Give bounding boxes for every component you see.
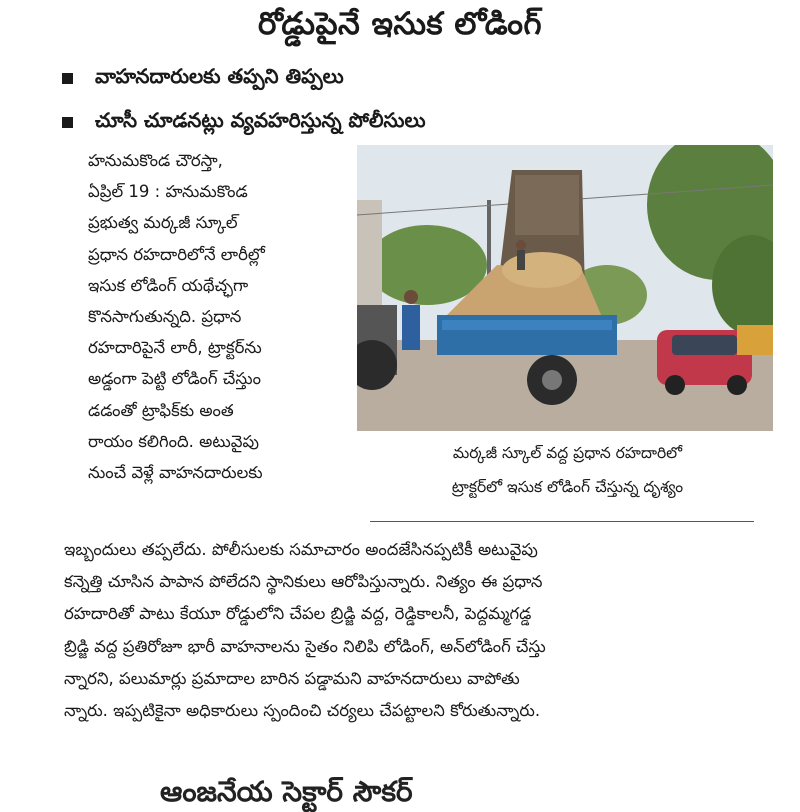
bullet-square-icon: [62, 117, 73, 128]
caption-line: మర్కజీ స్కూల్ వద్ద ప్రధాన రహదారిలో: [452, 444, 683, 462]
text-line: ఇబ్బందులు తప్పలేదు. పోలీసులకు సమాచారం అందజేసినప్పటికీ అటువైపు: [64, 540, 538, 559]
text-line: రహదారిపైనే లారీ, ట్రాక్టర్‌ను: [88, 338, 262, 358]
bullet-item: [62, 56, 782, 100]
text-line: కొనసాగుతున్నది. ప్రధాన: [88, 307, 242, 327]
bullet-item: [62, 100, 782, 144]
headline: రోడ్డుపైనే ఇసుక లోడింగ్: [257, 6, 543, 42]
text-line: ఇసుక లోడింగ్ యథేచ్ఛగా: [88, 275, 249, 295]
text-line: న్నారని, పలుమార్లు ప్రమాదాల బారిన పడ్డామని వాహనదారులు వాపోతు: [64, 668, 520, 688]
text-line: అడ్డంగా పెట్టి లోడింగ్ చేస్తుం: [88, 369, 261, 389]
text-line: న్నారు. ఇప్పటికైనా అధికారులు స్పందించి చర్యలు చేపట్టాలని కోరుతున్నారు.: [64, 701, 541, 721]
news-photo: [357, 145, 773, 431]
text-line: రహదారితో పాటు కేయూ రోడ్డులోని చేపల బ్రిడ్జి వద్ద, రెడ్డికాలనీ, పెద్దమ్మగడ్డ: [64, 604, 532, 624]
text-line: రాయం కలిగింది. అటువైపు: [88, 431, 259, 451]
photo-illustration: [357, 145, 773, 431]
caption-divider: [370, 521, 754, 522]
text-line: డడంతో ట్రాఫిక్‌కు అంత: [88, 400, 234, 420]
text-line: ప్రధాన రహదారిలోనే లారీల్లో: [88, 244, 265, 264]
text-line: ఏప్రిల్ 19 : హనుమకొండ: [88, 182, 248, 202]
text-line: హనుమకొండ చౌరస్తా,: [88, 151, 223, 170]
bullet-text: చూసీ చూడనట్లు వ్యవహరిస్తున్న పోలీసులు: [95, 107, 426, 132]
bullet-text: వాహనదారులకు తప్పని తిప్పలు: [95, 63, 344, 88]
bullet-list: [62, 56, 782, 144]
bullet-square-icon: [62, 73, 73, 84]
text-line: ప్రభుత్వ మర్కజీ స్కూల్: [88, 213, 238, 233]
text-line: కన్నెత్తి చూసిన పాపాన పోలేదని స్థానికులు ఆరోపిస్తున్నారు. నిత్యం ఈ ప్రధాన: [64, 572, 543, 592]
text-line: బ్రిడ్జి వద్ద ప్రతిరోజూ భారీ వాహనాలను సైతం నిలిపి లోడింగ్, అన్‌లోడింగ్ చేస్తు: [64, 636, 546, 656]
caption-line: ట్రాక్టర్‌లో ఇసుక లోడింగ్ చేస్తున్న దృశ్యం: [451, 478, 684, 496]
photo-caption: [360, 436, 775, 504]
text-line: నుంచే వెళ్లే వాహనదారులకు: [88, 463, 263, 483]
next-article-headline-partial: ఆంజనేయ సెక్టార్ సౌకర్: [160, 775, 413, 808]
article-body: [64, 534, 776, 727]
article-lead-column: [88, 145, 343, 488]
